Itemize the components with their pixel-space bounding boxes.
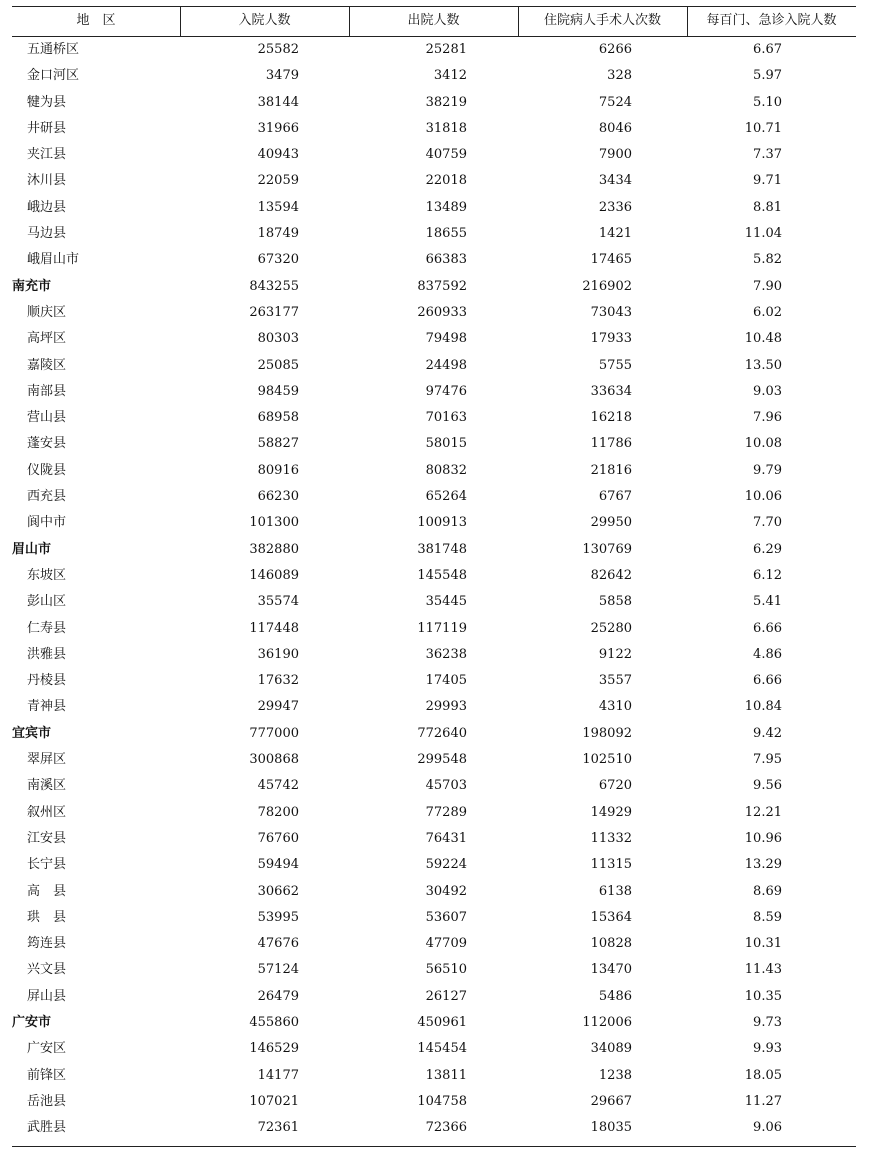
table-row (12, 90, 856, 116)
region-name: 珙 县 (27, 909, 67, 925)
table-header-row (12, 6, 856, 36)
region-name: 金口河区 (27, 68, 80, 84)
region-name: 东坡区 (27, 567, 67, 583)
discharges-value: 35445 (425, 594, 467, 610)
surgeries-value: 3434 (598, 173, 632, 189)
admissions-value: 80916 (257, 462, 299, 478)
admissions-value: 72361 (257, 1120, 299, 1136)
region-name: 高 县 (27, 883, 67, 899)
region-name: 宜宾市 (12, 725, 52, 741)
region-name: 犍为县 (27, 94, 67, 110)
surgeries-value: 34089 (590, 1041, 632, 1057)
discharges-value: 17405 (425, 673, 467, 689)
region-name: 马边县 (27, 226, 67, 242)
table-row (12, 247, 856, 273)
surgeries-value: 216902 (582, 278, 632, 294)
surgeries-value: 2336 (598, 199, 632, 215)
surgeries-value: 7900 (598, 147, 632, 163)
column-header-discharges: 出院人数 (407, 13, 460, 28)
admissions-value: 40943 (257, 147, 299, 163)
table-row (12, 142, 856, 168)
region-name: 峨眉山市 (27, 252, 80, 268)
region-name: 仪陇县 (27, 462, 67, 478)
admission-rate-value: 5.10 (753, 94, 782, 110)
admissions-value: 117448 (249, 620, 299, 636)
region-name: 高坪区 (27, 331, 67, 347)
region-name: 蓬安县 (27, 436, 67, 452)
admission-rate-value: 7.96 (753, 410, 782, 426)
admission-rate-value: 9.42 (753, 725, 782, 741)
admissions-value: 18749 (257, 226, 299, 242)
admissions-value: 843255 (249, 278, 299, 294)
header-divider (180, 6, 181, 36)
admissions-value: 25582 (257, 42, 299, 57)
admission-rate-value: 7.37 (753, 147, 782, 163)
header-divider (687, 6, 688, 36)
surgeries-value: 11786 (590, 436, 632, 452)
admissions-value: 107021 (249, 1093, 299, 1109)
region-name: 彭山区 (27, 594, 67, 610)
table-row (12, 957, 856, 983)
surgeries-value: 29950 (590, 515, 632, 531)
admission-rate-value: 6.66 (753, 673, 782, 689)
admissions-value: 80303 (257, 331, 299, 347)
surgeries-value: 17465 (590, 252, 632, 268)
admission-rate-value: 6.02 (753, 304, 782, 320)
surgeries-value: 112006 (582, 1014, 632, 1030)
surgeries-value: 6767 (598, 489, 632, 505)
surgeries-value: 130769 (582, 541, 632, 557)
region-name: 井研县 (27, 120, 67, 136)
surgeries-value: 1238 (598, 1067, 632, 1083)
surgeries-value: 82642 (590, 567, 632, 583)
discharges-value: 117119 (417, 620, 467, 636)
table-row (12, 431, 856, 457)
region-name: 五通桥区 (27, 42, 80, 57)
admission-rate-value: 9.06 (753, 1120, 782, 1136)
region-name: 叙州区 (27, 804, 67, 820)
discharges-value: 65264 (425, 489, 467, 505)
discharges-value: 56510 (425, 962, 467, 978)
admission-rate-value: 8.59 (753, 909, 782, 925)
admission-rate-value: 7.70 (753, 515, 782, 531)
admissions-value: 26479 (257, 988, 299, 1004)
region-name: 丹棱县 (27, 673, 67, 689)
surgeries-value: 25280 (590, 620, 632, 636)
surgeries-value: 102510 (582, 752, 632, 768)
discharges-value: 260933 (417, 304, 467, 320)
table-row (12, 616, 856, 642)
surgeries-value: 5858 (598, 594, 632, 610)
table-row (12, 116, 856, 142)
table-row (12, 1063, 856, 1089)
admissions-value: 777000 (249, 725, 299, 741)
discharges-value: 13489 (425, 199, 467, 215)
column-header-admission-rate: 每百门、急诊入院人数 (706, 13, 837, 28)
surgeries-value: 5755 (598, 357, 632, 373)
table-row (12, 300, 856, 326)
admissions-value: 45742 (257, 778, 299, 794)
table-row (12, 353, 856, 379)
discharges-value: 100913 (417, 515, 467, 531)
table-row (12, 747, 856, 773)
admission-rate-value: 8.69 (753, 883, 782, 899)
discharges-value: 30492 (425, 883, 467, 899)
admissions-value: 3479 (265, 68, 299, 84)
discharges-value: 76431 (425, 830, 467, 846)
region-name: 南充市 (12, 278, 52, 294)
surgeries-value: 15364 (590, 909, 632, 925)
region-name: 广安区 (27, 1041, 67, 1057)
admissions-value: 31966 (257, 120, 299, 136)
table-row (12, 1089, 856, 1115)
admission-rate-value: 7.95 (753, 752, 782, 768)
table-row (12, 694, 856, 720)
table-row (12, 642, 856, 668)
admission-rate-value: 5.97 (753, 68, 782, 84)
table-row (12, 668, 856, 694)
region-name: 南溪区 (27, 778, 67, 794)
surgeries-value: 14929 (590, 804, 632, 820)
surgeries-value: 6138 (598, 883, 632, 899)
discharges-value: 40759 (425, 147, 467, 163)
discharges-value: 72366 (425, 1120, 467, 1136)
surgeries-value: 198092 (582, 725, 632, 741)
admissions-value: 98459 (257, 383, 299, 399)
region-name: 嘉陵区 (27, 357, 67, 373)
region-name: 岳池县 (27, 1093, 67, 1109)
admissions-value: 29947 (257, 699, 299, 715)
admissions-value: 67320 (257, 252, 299, 268)
admission-rate-value: 6.12 (753, 567, 782, 583)
admission-rate-value: 13.29 (744, 857, 782, 873)
surgeries-value: 6720 (598, 778, 632, 794)
admission-rate-value: 5.82 (753, 252, 782, 268)
discharges-value: 36238 (425, 646, 467, 662)
region-name: 顺庆区 (27, 304, 67, 320)
region-name: 眉山市 (12, 541, 52, 557)
discharges-value: 66383 (425, 252, 467, 268)
admission-rate-value: 4.86 (753, 646, 782, 662)
admission-rate-value: 12.21 (744, 804, 782, 820)
discharges-value: 18655 (425, 226, 467, 242)
admissions-value: 13594 (257, 199, 299, 215)
discharges-value: 299548 (417, 752, 467, 768)
table-row (12, 405, 856, 431)
table-row (12, 984, 856, 1010)
admissions-value: 58827 (257, 436, 299, 452)
admissions-value: 382880 (249, 541, 299, 557)
admissions-value: 78200 (257, 804, 299, 820)
discharges-value: 104758 (417, 1093, 467, 1109)
region-name: 峨边县 (27, 199, 67, 215)
discharges-value: 79498 (425, 331, 467, 347)
discharges-value: 38219 (425, 94, 467, 110)
table-row (12, 63, 856, 89)
table-row (12, 800, 856, 826)
discharges-value: 145548 (417, 567, 467, 583)
surgeries-value: 4310 (598, 699, 632, 715)
discharges-value: 13811 (425, 1067, 467, 1083)
region-name: 翠屏区 (27, 752, 67, 768)
admissions-value: 76760 (257, 830, 299, 846)
table-row (12, 1115, 856, 1141)
discharges-value: 145454 (417, 1041, 467, 1057)
discharges-value: 26127 (425, 988, 467, 1004)
city-row (12, 274, 856, 300)
admission-rate-value: 9.79 (753, 462, 782, 478)
admission-rate-value: 9.93 (753, 1041, 782, 1057)
admission-rate-value: 7.90 (753, 278, 782, 294)
region-name: 南部县 (27, 383, 67, 399)
region-name: 兴文县 (27, 962, 67, 978)
region-name: 西充县 (27, 489, 67, 505)
surgeries-value: 17933 (590, 331, 632, 347)
admissions-value: 101300 (249, 515, 299, 531)
discharges-value: 53607 (425, 909, 467, 925)
surgeries-value: 3557 (598, 673, 632, 689)
region-name: 沐川县 (27, 173, 67, 189)
surgeries-value: 21816 (590, 462, 632, 478)
admissions-value: 68958 (257, 410, 299, 426)
admission-rate-value: 9.71 (753, 173, 782, 189)
region-name: 武胜县 (27, 1120, 67, 1136)
discharges-value: 70163 (425, 410, 467, 426)
discharges-value: 22018 (425, 173, 467, 189)
table-row (12, 773, 856, 799)
discharges-value: 58015 (425, 436, 467, 452)
city-row (12, 721, 856, 747)
admission-rate-value: 10.31 (744, 936, 782, 952)
surgeries-value: 5486 (598, 988, 632, 1004)
table-row (12, 458, 856, 484)
admissions-value: 300868 (249, 752, 299, 768)
header-divider (518, 6, 519, 36)
discharges-value: 77289 (425, 804, 467, 820)
surgeries-value: 7524 (598, 94, 632, 110)
surgeries-value: 13470 (590, 962, 632, 978)
table-row (12, 37, 856, 63)
table-row (12, 852, 856, 878)
admission-rate-value: 10.84 (744, 699, 782, 715)
discharges-value: 31818 (425, 120, 467, 136)
table-row (12, 905, 856, 931)
admissions-value: 36190 (257, 646, 299, 662)
column-header-surgeries: 住院病人手术人次数 (543, 13, 661, 28)
admission-rate-value: 6.66 (753, 620, 782, 636)
admissions-value: 35574 (257, 594, 299, 610)
discharges-value: 25281 (425, 42, 467, 57)
admissions-value: 66230 (257, 489, 299, 505)
discharges-value: 450961 (417, 1014, 467, 1030)
discharges-value: 772640 (417, 725, 467, 741)
admission-rate-value: 18.05 (744, 1067, 782, 1083)
admission-rate-value: 6.29 (753, 541, 782, 557)
admission-rate-value: 10.71 (744, 120, 782, 136)
discharges-value: 47709 (425, 936, 467, 952)
column-header-region: 地 区 (76, 13, 116, 28)
table-row (12, 1036, 856, 1062)
admissions-value: 38144 (257, 94, 299, 110)
admissions-value: 47676 (257, 936, 299, 952)
region-name: 长宁县 (27, 857, 67, 873)
admission-rate-value: 6.67 (753, 42, 782, 57)
admission-rate-value: 13.50 (744, 357, 782, 373)
table-row (12, 326, 856, 352)
discharges-value: 837592 (417, 278, 467, 294)
admission-rate-value: 10.08 (744, 436, 782, 452)
surgeries-value: 18035 (590, 1120, 632, 1136)
admissions-value: 263177 (249, 304, 299, 320)
surgeries-value: 33634 (590, 383, 632, 399)
region-name: 广安市 (12, 1014, 52, 1030)
surgeries-value: 328 (607, 68, 632, 84)
admission-rate-value: 10.96 (744, 830, 782, 846)
table-row (12, 879, 856, 905)
region-name: 筠连县 (27, 936, 67, 952)
discharges-value: 29993 (425, 699, 467, 715)
discharges-value: 24498 (425, 357, 467, 373)
surgeries-value: 29667 (590, 1093, 632, 1109)
surgeries-value: 73043 (590, 304, 632, 320)
table-row (12, 931, 856, 957)
admissions-value: 146529 (249, 1041, 299, 1057)
table-bottom-rule (12, 1146, 856, 1147)
table-row (12, 826, 856, 852)
admission-rate-value: 8.81 (753, 199, 782, 215)
table-row (12, 168, 856, 194)
header-divider (349, 6, 350, 36)
discharges-value: 381748 (417, 541, 467, 557)
admissions-value: 17632 (257, 673, 299, 689)
admission-rate-value: 11.27 (744, 1093, 782, 1109)
region-name: 夹江县 (27, 147, 67, 163)
table-row (12, 379, 856, 405)
discharges-value: 97476 (425, 383, 467, 399)
admission-rate-value: 10.06 (744, 489, 782, 505)
region-name: 仁寿县 (27, 620, 67, 636)
admission-rate-value: 9.56 (753, 778, 782, 794)
admission-rate-value: 9.03 (753, 383, 782, 399)
admissions-value: 53995 (257, 909, 299, 925)
region-name: 江安县 (27, 830, 67, 846)
admission-rate-value: 5.41 (753, 594, 782, 610)
table-row (12, 563, 856, 589)
table-body (12, 37, 856, 1141)
region-name: 营山县 (27, 410, 67, 426)
surgeries-value: 8046 (598, 120, 632, 136)
admission-rate-value: 9.73 (753, 1014, 782, 1030)
admission-rate-value: 11.04 (744, 226, 782, 242)
admissions-value: 146089 (249, 567, 299, 583)
admissions-value: 59494 (257, 857, 299, 873)
admissions-value: 30662 (257, 883, 299, 899)
surgeries-value: 11315 (590, 857, 632, 873)
discharges-value: 45703 (425, 778, 467, 794)
table-row (12, 195, 856, 221)
table-row (12, 484, 856, 510)
column-header-admissions: 入院人数 (238, 13, 291, 28)
region-name: 洪雅县 (27, 646, 67, 662)
admission-rate-value: 10.48 (744, 331, 782, 347)
admissions-value: 14177 (257, 1067, 299, 1083)
city-row (12, 537, 856, 563)
surgeries-value: 1421 (598, 226, 632, 242)
admissions-value: 57124 (257, 962, 299, 978)
surgeries-value: 11332 (590, 830, 632, 846)
table-row (12, 221, 856, 247)
admissions-value: 455860 (249, 1014, 299, 1030)
surgeries-value: 10828 (590, 936, 632, 952)
admissions-value: 22059 (257, 173, 299, 189)
admission-rate-value: 11.43 (744, 962, 782, 978)
surgeries-value: 9122 (598, 646, 632, 662)
region-name: 屏山县 (27, 988, 67, 1004)
region-name: 青神县 (27, 699, 67, 715)
admissions-value: 25085 (257, 357, 299, 373)
admission-rate-value: 10.35 (744, 988, 782, 1004)
discharges-value: 3412 (433, 68, 467, 84)
city-row (12, 1010, 856, 1036)
table-row (12, 589, 856, 615)
surgeries-value: 6266 (598, 42, 632, 57)
region-name: 前锋区 (27, 1067, 67, 1083)
discharges-value: 59224 (425, 857, 467, 873)
region-name: 阆中市 (27, 515, 67, 531)
surgeries-value: 16218 (590, 410, 632, 426)
discharges-value: 80832 (425, 462, 467, 478)
table-row (12, 510, 856, 536)
